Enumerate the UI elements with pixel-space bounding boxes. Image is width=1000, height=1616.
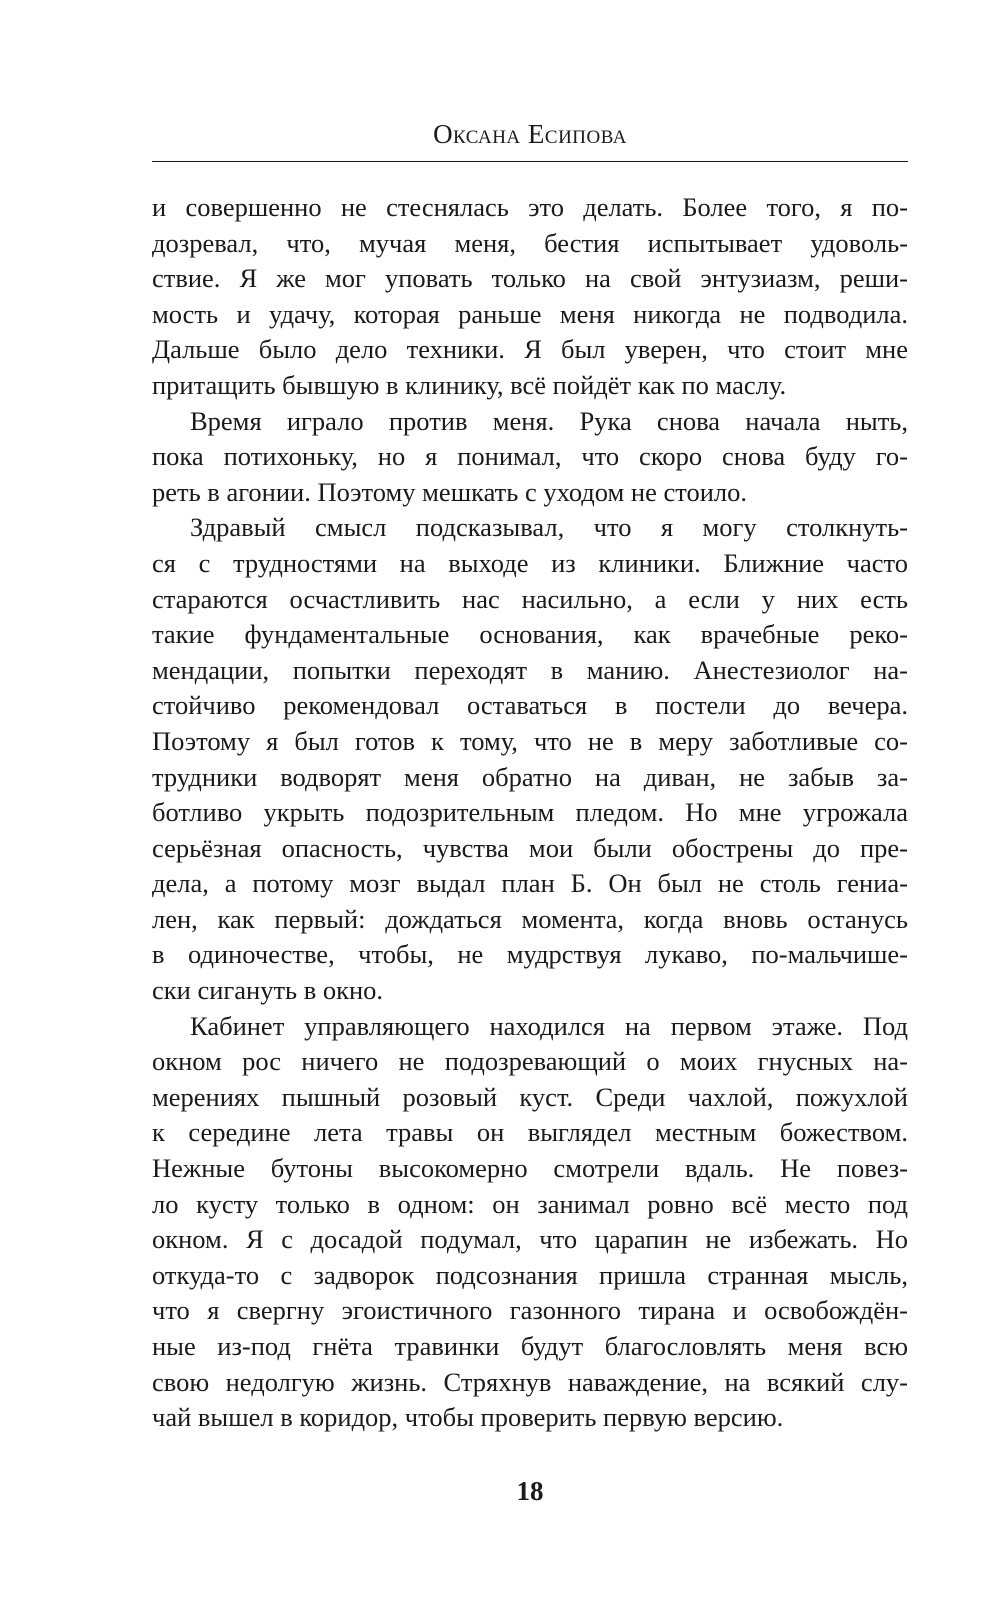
text-line: притащить бывшую в клинику, всё пойдёт как по маслу.	[152, 369, 787, 400]
text-line: в одиночестве, чтобы, не мудрствуя лукаво, по-мальчише-	[152, 939, 908, 970]
text-line: Нежные бутоны высокомерно смотрели вдаль. Не повез-	[152, 1153, 908, 1184]
text-line: мерениях пышный розовый куст. Среди чахлой, пожухлой	[152, 1081, 908, 1112]
text-line: Поэтому я был готов к тому, что не в меру заботливые со-	[152, 725, 908, 756]
header-rule	[152, 161, 908, 162]
text-line: Время играло против меня. Рука снова начала ныть,	[190, 405, 908, 436]
text-line: к середине лета травы он выглядел местным божеством.	[152, 1117, 908, 1148]
text-line: мость и удачу, которая раньше меня никогда не подводила.	[152, 298, 908, 329]
text-line: откуда-то с задворок подсознания пришла странная мысль,	[152, 1259, 908, 1290]
text-line: окном. Я с досадой подумал, что царапин не избежать. Но	[152, 1224, 908, 1255]
text-line: стойчиво рекомендовал оставаться в постели до вечера.	[152, 690, 908, 721]
text-line: Здравый смысл подсказывал, что я могу столкнуть-	[190, 512, 908, 543]
text-line: такие фундаментальные основания, как врачебные реко-	[152, 619, 908, 650]
text-line: ботливо укрыть подозрительным пледом. Но мне угрожала	[152, 797, 908, 828]
text-line: трудники водворят меня обратно на диван, не забыв за-	[152, 761, 908, 792]
text-line: Дальше было дело техники. Я был уверен, что стоит мне	[152, 334, 908, 365]
page-number: 18	[516, 1476, 544, 1506]
text-line: чай вышел в коридор, чтобы проверить первую версию.	[152, 1402, 784, 1433]
text-line: и совершенно не стеснялась это делать. Более того, я по-	[152, 192, 908, 222]
running-head-author: Оксана Есипова	[433, 119, 627, 149]
text-line: дела, а потому мозг выдал план Б. Он был не столь гениа-	[152, 868, 908, 899]
text-line: окном рос ничего не подозревающий о моих гнусных на-	[152, 1046, 908, 1077]
body-text	[152, 190, 908, 1436]
text-line: пока потихоньку, но я понимал, что скоро снова буду го-	[152, 441, 908, 472]
text-line: ные из-под гнёта травинки будут благословлять меня всю	[152, 1331, 908, 1361]
text-line: стараются осчастливить нас насильно, а если у них есть	[152, 583, 908, 614]
text-line: реть в агонии. Поэтому мешкать с уходом не стоило.	[152, 476, 748, 507]
text-line: что я свергну эгоистичного газонного тирана и освобождён-	[152, 1295, 908, 1326]
text-line: ло кусту только в одном: он занимал ровно всё место под	[152, 1188, 908, 1219]
text-line: ствие. Я же мог уповать только на свой энтузиазм, реши-	[152, 263, 908, 294]
text-line: ся с трудностями на выходе из клиники. Ближние часто	[152, 547, 908, 578]
text-line: серьёзная опасность, чувства мои были обострены до пре-	[152, 832, 908, 863]
text-line: свою недолгую жизнь. Стряхнув наваждение, на всякий слу-	[152, 1366, 908, 1397]
text-line: Кабинет управляющего находился на первом этаже. Под	[190, 1010, 908, 1041]
text-line: дозревал, что, мучая меня, бестия испытывает удоволь-	[152, 227, 908, 258]
text-line: ски сигануть в окно.	[152, 975, 384, 1006]
text-line: лен, как первый: дождаться момента, когда вновь останусь	[152, 903, 908, 934]
text-line: мендации, попытки переходят в манию. Анестезиолог на-	[152, 654, 908, 685]
